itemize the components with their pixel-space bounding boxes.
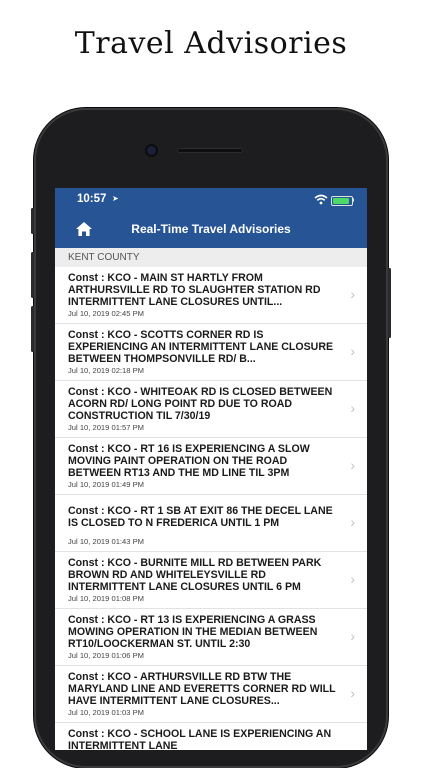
- phone-volume-up-button: [31, 252, 34, 298]
- chevron-right-icon: ›: [350, 457, 355, 473]
- advisory-date: Jul 10, 2019 01:06 PM: [68, 651, 144, 660]
- advisory-date: Jul 10, 2019 01:49 PM: [68, 480, 144, 489]
- app-screen: [55, 188, 367, 750]
- advisory-date: Jul 10, 2019 01:43 PM: [68, 537, 144, 546]
- list-item[interactable]: [55, 609, 367, 666]
- chevron-right-icon: ›: [350, 343, 355, 359]
- chevron-right-icon: ›: [350, 286, 355, 302]
- battery-icon: [331, 196, 353, 206]
- phone-power-button: [388, 268, 391, 338]
- phone-volume-down-button: [31, 306, 34, 352]
- list-item[interactable]: [55, 552, 367, 609]
- list-item[interactable]: [55, 666, 367, 723]
- advisory-date: Jul 10, 2019 01:57 PM: [68, 423, 144, 432]
- section-title: KENT COUNTY: [68, 252, 140, 263]
- advisory-date: Jul 10, 2019 01:08 PM: [68, 594, 144, 603]
- camera-icon: [147, 146, 156, 155]
- advisory-date: Jul 10, 2019 01:03 PM: [68, 708, 144, 717]
- status-bar: [55, 188, 367, 212]
- list-item[interactable]: [55, 267, 367, 324]
- status-time: 10:57: [77, 193, 107, 205]
- list-item[interactable]: [55, 324, 367, 381]
- list-item[interactable]: [55, 381, 367, 438]
- page-title: Real-Time Travel Advisories: [131, 222, 291, 236]
- chevron-right-icon: ›: [350, 400, 355, 416]
- advisory-list: [55, 267, 367, 750]
- speaker-grille: [177, 148, 243, 153]
- phone-side-button: [31, 208, 34, 234]
- location-arrow-icon: ➤: [112, 194, 119, 203]
- chevron-right-icon: ›: [350, 514, 355, 530]
- advisory-title: Const : KCO - RT 13 IS EXPERIENCING A GRASS MOWING OPERATION IN THE MEDIAN BETWEEN RT10/LOOCKERMAN ST. UNTIL 2:30: [68, 614, 318, 650]
- advisory-title: Const : KCO - SCOTTS CORNER RD IS EXPERIENCING AN INTERMITTENT LANE CLOSURE BETWEEN THOMPSONVILLE RD/ B...: [68, 329, 334, 365]
- chevron-right-icon: ›: [350, 628, 355, 644]
- headline: Travel Advisories: [74, 26, 348, 61]
- section-header: [55, 248, 367, 267]
- advisory-title: Const : KCO - MAIN ST HARTLY FROM ARTHURSVILLE RD TO SLAUGHTER STATION RD INTERMITTENT LANE CLOSURES UNTIL...: [68, 272, 321, 308]
- advisory-title: Const : KCO - SCHOOL LANE IS EXPERIENCING AN INTERMITTENT LANE: [68, 728, 332, 750]
- advisory-title: Const : KCO - BURNITE MILL RD BETWEEN PARK BROWN RD AND WHITELEYSVILLE RD INTERMITTENT LANE CLOSURES UNTIL 6 PM: [68, 557, 322, 593]
- advisory-title: Const : KCO - RT 16 IS EXPERIENCING A SLOW MOVING PAINT OPERATION ON THE ROAD BETWEEN RT13 AND THE MD LINE TIL 3PM: [68, 443, 310, 479]
- chevron-right-icon: ›: [350, 685, 355, 701]
- advisory-date: Jul 10, 2019 02:45 PM: [68, 309, 144, 318]
- chevron-right-icon: ›: [350, 571, 355, 587]
- wifi-icon: [314, 194, 328, 205]
- nav-bar: [55, 212, 367, 248]
- advisory-title: Const : KCO - WHITEOAK RD IS CLOSED BETWEEN ACORN RD/ LONG POINT RD DUE TO ROAD CONSTRUCTION TIL 7/30/19: [68, 386, 333, 422]
- list-item[interactable]: [55, 438, 367, 495]
- list-item[interactable]: [55, 495, 367, 552]
- battery-cap: [352, 198, 354, 202]
- advisory-date: Jul 10, 2019 02:18 PM: [68, 366, 144, 375]
- list-item[interactable]: [55, 723, 367, 750]
- advisory-title: Const : KCO - ARTHURSVILLE RD BTW THE MARYLAND LINE AND EVERETTS CORNER RD WILL HAVE INTERMITTENT LANE CLOSURES...: [68, 671, 336, 707]
- advisory-title: Const : KCO - RT 1 SB AT EXIT 86 THE DECEL LANE IS CLOSED TO N FREDERICA UNTIL 1 PM: [68, 505, 333, 529]
